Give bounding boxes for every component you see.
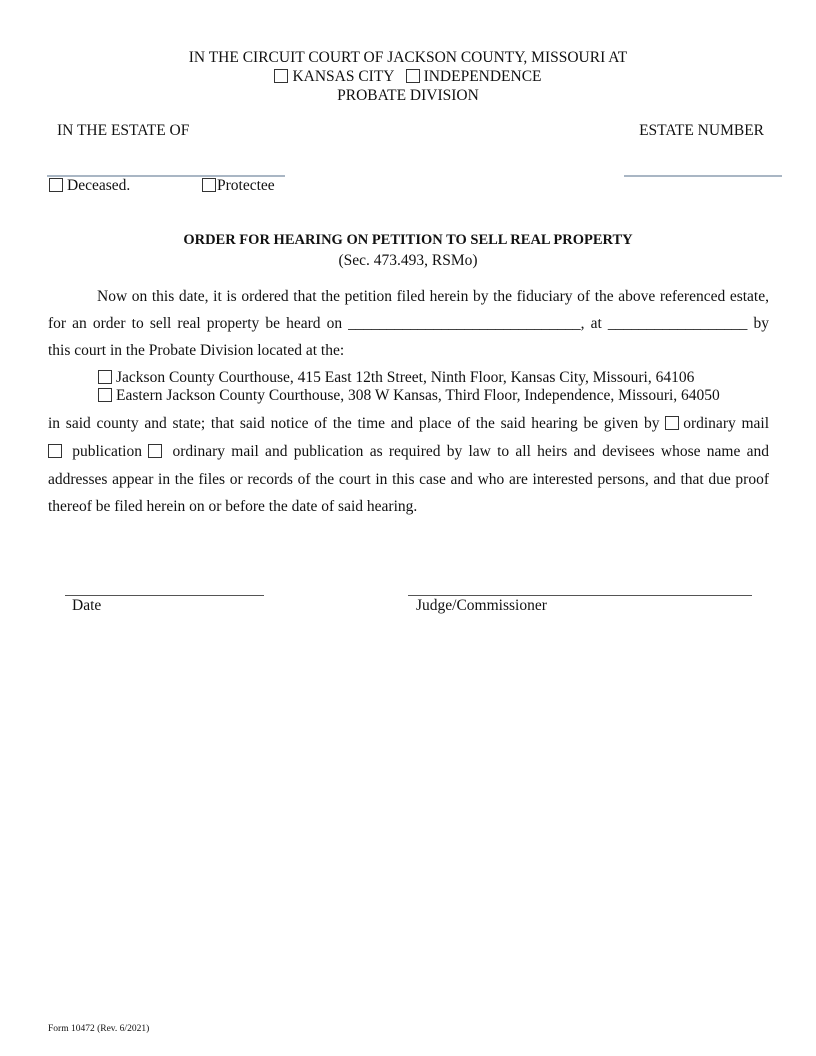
courthouse-option-2: Eastern Jackson County Courthouse, 308 W Kansas, Third Floor, Independence, Missouri, 64050 [98,387,720,405]
body-line-3: this court in the Probate Division located at the: [48,342,345,359]
mail-and-publication-checkbox[interactable] [148,444,162,458]
order-statute: (Sec. 473.493, RSMo) [338,252,478,269]
estate-number-label: ESTATE NUMBER [639,122,764,139]
publication-checkbox[interactable] [48,444,62,458]
deceased-label: Deceased. [67,177,131,194]
deceased-option [49,177,130,195]
independence-checkbox[interactable] [406,69,420,83]
courthouse-2-checkbox[interactable] [98,388,112,402]
date-label: Date [72,597,102,614]
hearing-time-blank[interactable]: __________________ [607,315,748,332]
body-line-7: thereof be filed herein on or before the date of said hearing. [48,498,418,515]
ordinary-mail-checkbox[interactable] [665,416,679,430]
estate-of-label: IN THE ESTATE OF [57,122,190,139]
date-signature-line[interactable] [65,595,264,596]
division-heading: PROBATE DIVISION [337,87,479,104]
hearing-date-blank[interactable]: ______________________________ [348,315,581,332]
judge-label: Judge/Commissioner [416,597,547,614]
deceased-checkbox[interactable] [49,178,63,192]
judge-signature-line[interactable] [408,595,752,596]
location-options [0,68,816,86]
body-line-4: in said county and state; that said notice of the time and place of the said hearing be given by ordinary mail [48,415,770,432]
protectee-label: Protectee [217,177,275,194]
independence-label: INDEPENDENCE [423,68,542,85]
courthouse-1-checkbox[interactable] [98,370,112,384]
protectee-checkbox[interactable] [202,178,216,192]
body-line-2: for an order to sell real property be heard on ______________________________, at __________________ by [48,315,770,332]
form-id: Form 10472 (Rev. 6/2021) [48,1024,150,1034]
body-line-1: Now on this date, it is ordered that the petition filed herein by the fiduciary of the above referenced estate, [97,288,769,305]
protectee-option [202,177,275,195]
body-line-6: addresses appear in the files or records of the court in this case and who are interested persons, and that due proof [48,471,769,488]
courthouse-option-1: Jackson County Courthouse, 415 East 12th Street, Ninth Floor, Kansas City, Missouri, 64106 [98,369,694,387]
body-line-5: publication ordinary mail and publication as required by law to all heirs and devisees whose name and [48,443,769,461]
court-heading: IN THE CIRCUIT COURT OF JACKSON COUNTY, MISSOURI AT [188,49,628,66]
kansas-city-label: KANSAS CITY [292,68,394,85]
order-title: ORDER FOR HEARING ON PETITION TO SELL REAL PROPERTY [183,232,633,248]
estate-number-field[interactable] [624,175,782,177]
kansas-city-checkbox[interactable] [274,69,288,83]
